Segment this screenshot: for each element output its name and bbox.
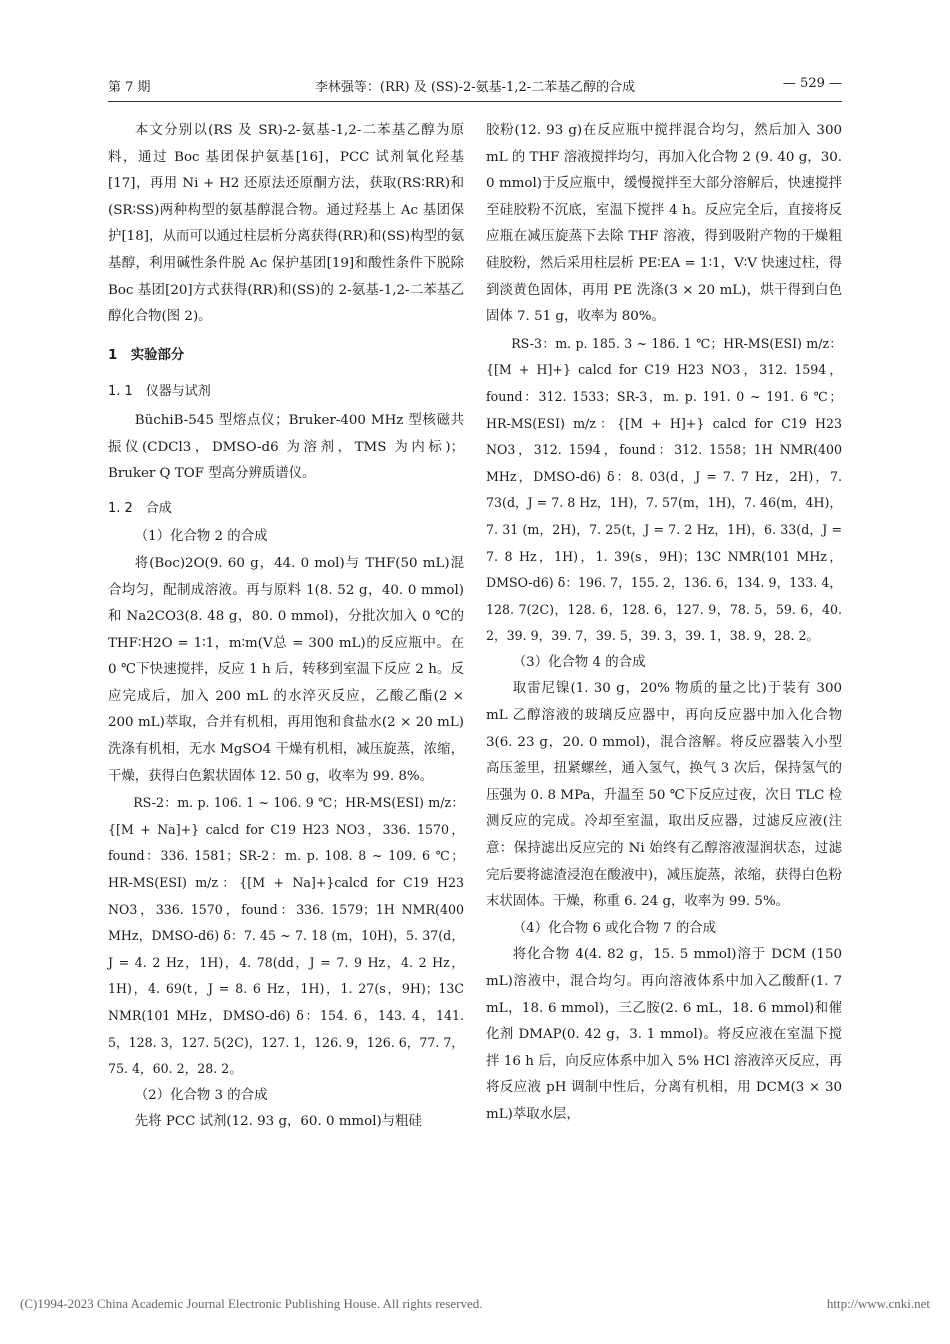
compound-2-procedure: 将(Boc)2O(9. 60 g，44. 0 mol)与 THF(50 mL)混合均匀，配制成溶液。再与原料 1(8. 52 g，40. 0 mmol)和 Na2CO3(8. 48 g，80. 0 mmol)，分批次加入 0 ℃的 THF∶H2O = 1∶1，m∶m(V总 = 300 mL)的反应瓶中。在 0 ℃下快速搅拌，反应 1 h 后，转移到室温下反应 2 h。反应完成后，加入 200 mL 的水淬灭反应，乙酸乙酯(2 × 200 mL)萃取，合并有机相，再用饱和食盐水(2 × 20 mL)洗涤有机相，无水 MgSO4 干燥有机相，减压旋蒸，浓缩，干燥，获得白色絮状固体 12. 50 g，收率为 99. 8%。 bbox=[108, 555, 464, 784]
compound-3-heading: （2）化合物 3 的合成 bbox=[134, 1087, 268, 1103]
header-divider bbox=[108, 101, 842, 102]
compound-4-procedure: 取雷尼镍(1. 30 g，20% 物质的量之比)于装有 300 mL 乙醇溶液的玻璃反应器中，再向反应器中加入化合物 3(6. 23 g，20. 0 mmol)，混合溶解。将反应器装入小型高压釜里，扭紧螺丝，通入氢气，换气 3 次后，保持氢气的压强为 0. 8 MPa，升温至 50 ℃下反应过夜，次日 TLC 检测反应的完成。冷却至室温，取出反应器，过滤反应液(注意：保持滤出反应完的 Ni 始终有乙醇溶液湿润状态，过滤完后要将滤渣浸泡在酸液中)，减压旋蒸，浓缩，获得白色粉末状固体。干燥，称重 6. 24 g，收率为 99. 5%。 bbox=[486, 681, 842, 910]
compound-3-procedure-start: 先将 PCC 试剂(12. 93 g，60. 0 mmol)与粗硅 bbox=[134, 1114, 422, 1130]
compound-6-7-procedure: 将化合物 4(4. 82 g，15. 5 mmol)溶于 DCM (150 mL)溶液中，混合均匀。再向溶液体系中加入乙酸酐(1. 7 mL，18. 6 mmol)，三乙胺(2. 6 mL，18. 6 mmol)和催化剂 DMAP(0. 42 g，3. 1 mmol)。将反应液在室温下搅拌 16 h 后，向反应体系中加入 5% HCl 溶液淬灭反应，再将反应液 pH 调制中性后，分离有机相，用 DCM(3 × 30 mL)萃取水层， bbox=[486, 947, 842, 1122]
running-title: 李林强等：(RR) 及 (SS)-2-氨基-1,2-二苯基乙醇的合成 bbox=[314, 80, 636, 95]
left-column bbox=[108, 118, 464, 1136]
instruments-paragraph: BüchiB-545 型熔点仪；Bruker-400 MHz 型核磁共振仪(CDCl3，DMSO-d6 为溶剂，TMS 为内标)；Bruker Q TOF 型高分辨质谱仪。 bbox=[108, 412, 464, 482]
compound-4-heading: （3）化合物 4 的合成 bbox=[512, 654, 646, 670]
right-column bbox=[486, 118, 842, 1129]
compound-6-7-heading: （4）化合物 6 或化合物 7 的合成 bbox=[512, 920, 717, 936]
compound-3-procedure-cont: 胶粉(12. 93 g)在反应瓶中搅拌混合均匀，然后加入 300 mL 的 THF 溶液搅拌均匀，再加入化合物 2 (9. 40 g，30. 0 mmol)于反应瓶中，缓慢搅拌至大部分溶解后，快速搅拌至硅胶粉不沉底，室温下搅拌 4 h。反应完全后，直接将反应瓶在减压旋蒸下去除 THF 溶液，得到吸附产物的干燥粗硅胶粉，然后采用柱层析 PE∶EA = 1∶1，V∶V 快速过柱，得到淡黄色固体，再用 PE 洗涤(3 × 20 mL)，烘干得到白色固体 7. 51 g，收率为 80%。 bbox=[486, 123, 842, 325]
compound-2-heading: （1）化合物 2 的合成 bbox=[134, 529, 268, 545]
section-heading-experimental: 1 实验部分 bbox=[108, 347, 185, 363]
page-number: — 529 — bbox=[782, 76, 842, 91]
issue-label: 第 7 期 bbox=[108, 80, 151, 95]
copyright-text: (C)1994-2023 China Academic Journal Electronic Publishing House. All rights reserved. bbox=[20, 1296, 483, 1311]
subsection-heading-synthesis: 1. 2 合成 bbox=[108, 500, 172, 516]
cnki-url[interactable]: http://www.cnki.net bbox=[826, 1296, 930, 1311]
running-header bbox=[108, 76, 842, 98]
compound-3-characterization: RS-3：m. p. 185. 3 ~ 186. 1 ℃；HR-MS(ESI) m/z：{[M + H]+} calcd for C19 H23 NO3，312. 1594，found：312. 1533；SR-3，m. p. 191. 0 ~ 191. 6 ℃；HR-MS(ESI) m/z：{[M + H]+} calcd for C19 H23 NO3，312. 1594，found：312. 1558；1H NMR(400 MHz，DMSO-d6) δ：8. 03(d，J = 7. 7 Hz，2H)，7. 73(d，J = 7. 8 Hz，1H)，7. 57(m，1H)，7. 46(m，4H)，7. 31 (m，2H)，7. 25(t，J = 7. 2 Hz，1H)，6. 33(d，J = 7. 8 Hz，1H)，1. 39(s，9H)；13C NMR(101 MHz，DMSO-d6) δ：196. 7，155. 2，136. 6，134. 9，133. 4，128. 7(2C)，128. 6，128. 6，127. 9，78. 5，59. 6，40. 2，39. 9，39. 7，39. 5，39. 3，39. 1，38. 9，28. 2。 bbox=[486, 335, 842, 644]
subsection-heading-instruments: 1. 1 仪器与试剂 bbox=[108, 384, 211, 400]
compound-2-characterization: RS-2：m. p. 106. 1 ~ 106. 9 ℃；HR-MS(ESI) m/z：{[M + Na]+} calcd for C19 H23 NO3，336. 1570，found：336. 1581；SR-2：m. p. 108. 8 ~ 109. 6 ℃；HR-MS(ESI) m/z：{[M + Na]+}calcd for C19 H23 NO3，336. 1570，found：336. 1579；1H NMR(400 MHz，DMSO-d6) δ：7. 45 ~ 7. 18 (m，10H)，5. 37(d，J = 4. 2 Hz，1H)，4. 78(dd，J = 7. 9 Hz，4. 2 Hz，1H)，4. 69(t，J = 8. 6 Hz，1H)，1. 27(s，9H)；13C NMR(101 MHz，DMSO-d6) δ：154. 6，143. 4，141. 5，128. 3，127. 5(2C)，127. 1，126. 9，126. 6，77. 7，75. 4，60. 2，28. 2。 bbox=[108, 795, 464, 1077]
intro-paragraph: 本文分别以(RS 及 SR)-2-氨基-1,2-二苯基乙醇为原料，通过 Boc 基团保护氨基[16]，PCC 试剂氧化羟基[17]，再用 Ni + H2 还原法还原酮方法，获取(RS∶RR)和(SR∶SS)两种构型的氨基醇混合物。通过羟基上 Ac 基团保护[18]，从而可以通过柱层析分离获得(RR)和(SS)构型的氨基醇，利用碱性条件脱 Ac 保护基团[19]和酸性条件下脱除 Boc 基团[20]方式获得(RR)和(SS)的 2-氨基-1,2-二苯基乙醇化合物(图 2)。 bbox=[108, 123, 464, 325]
